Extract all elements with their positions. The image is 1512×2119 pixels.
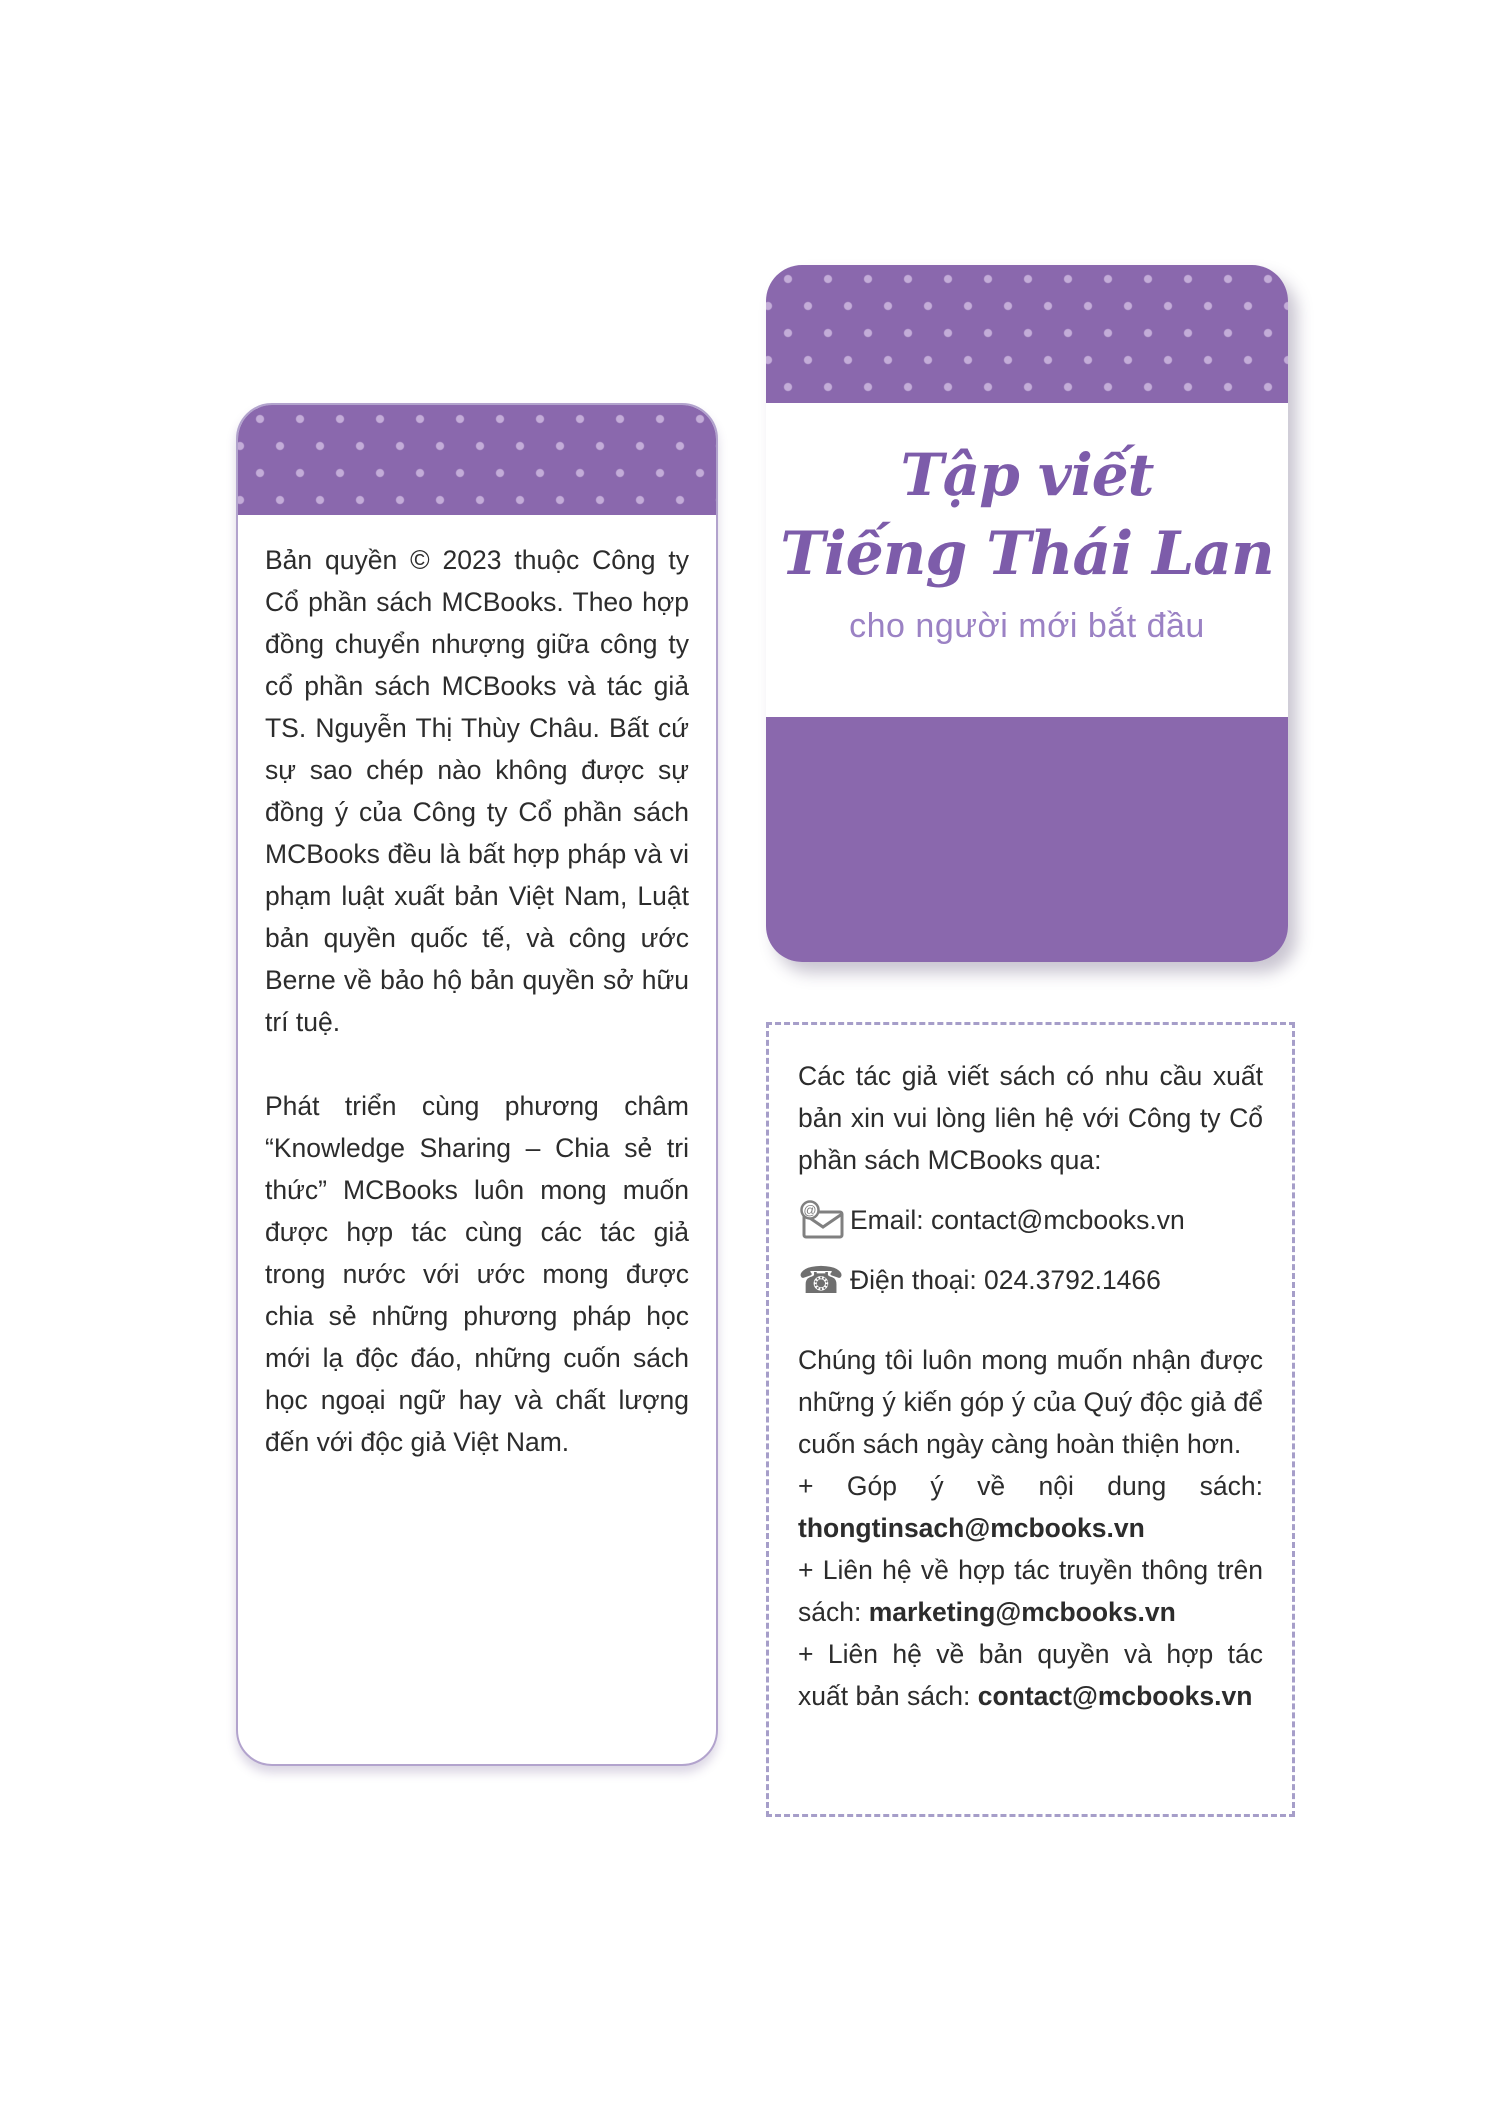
book-cover-title-area — [766, 403, 1288, 717]
book-title-line2: Tiếng Thái Lan — [780, 519, 1274, 589]
feedback-item-copyright-email: contact@mcbooks.vn — [977, 1681, 1253, 1711]
feedback-item-content — [798, 1465, 1263, 1549]
book-cover-solid-footer — [766, 717, 1288, 962]
email-icon — [798, 1200, 850, 1240]
phone-icon: ☎ — [798, 1258, 845, 1302]
copyright-card-body — [238, 515, 716, 1463]
contact-intro: Các tác giả viết sách có nhu cầu xuất bản xin vui lòng liên hệ với Công ty Cổ phần sách MCBooks qua: — [798, 1061, 1263, 1175]
book-subtitle: cho người mới bắt đầu — [849, 607, 1205, 645]
feedback-intro: Chúng tôi luôn mong muốn nhận được những ý kiến góp ý của Quý độc giả để cuốn sách ngày càng hoàn thiện hơn. — [798, 1345, 1263, 1459]
book-cover-card — [766, 265, 1288, 962]
feedback-item-content-label: + Góp ý về nội dung sách: — [798, 1471, 1263, 1501]
feedback-item-copyright-label: + Liên hệ về bản quyền và hợp tác xuất bản sách: — [798, 1639, 1263, 1711]
book-cover-polka-header — [766, 265, 1288, 403]
copyright-paragraph-1: Bản quyền © 2023 thuộc Công ty Cổ phần sách MCBooks. Theo hợp đồng chuyển nhượng giữa công ty cổ phần sách MCBooks và tác giả TS. Nguyễn Thị Thùy Châu. Bất cứ sự sao chép nào không được sự đồng ý của Công ty Cổ phần sách MCBooks đều là bất hợp pháp và vi phạm luật xuất bản Việt Nam, Luật bản quyền quốc tế, và công ước Berne về bảo hộ bản quyền sở hữu trí tuệ. — [265, 545, 689, 1037]
contact-box — [766, 1022, 1295, 1817]
feedback-item-marketing-email: marketing@mcbooks.vn — [868, 1597, 1176, 1627]
feedback-block — [798, 1339, 1263, 1717]
feedback-item-content-email: thongtinsach@mcbooks.vn — [798, 1513, 1145, 1543]
email-label: Email: contact@mcbooks.vn — [850, 1205, 1185, 1235]
copyright-paragraph-2: Phát triển cùng phương châm “Knowledge Sharing – Chia sẻ tri thức” MCBooks luôn mong muốn được hợp tác cùng các tác giả trong nước với ước mong được chia sẻ những phương pháp học mới lạ độc đáo, những cuốn sách học ngoại ngữ hay và chất lượng đến với độc giả Việt Nam. — [265, 1091, 689, 1457]
svg-text:@: @ — [803, 1202, 817, 1218]
feedback-item-marketing — [798, 1549, 1263, 1633]
copyright-card-polka-header — [238, 405, 716, 515]
phone-label: Điện thoại: 024.3792.1466 — [850, 1265, 1161, 1295]
copyright-card — [236, 403, 718, 1766]
book-title-line1: Tập viết — [900, 441, 1154, 509]
book-title — [780, 437, 1274, 595]
feedback-item-copyright — [798, 1633, 1263, 1717]
email-row — [798, 1199, 1263, 1241]
phone-row — [798, 1259, 1263, 1301]
feedback-item-marketing-label: + Liên hệ về hợp tác truyền thông trên sách: — [798, 1555, 1263, 1627]
